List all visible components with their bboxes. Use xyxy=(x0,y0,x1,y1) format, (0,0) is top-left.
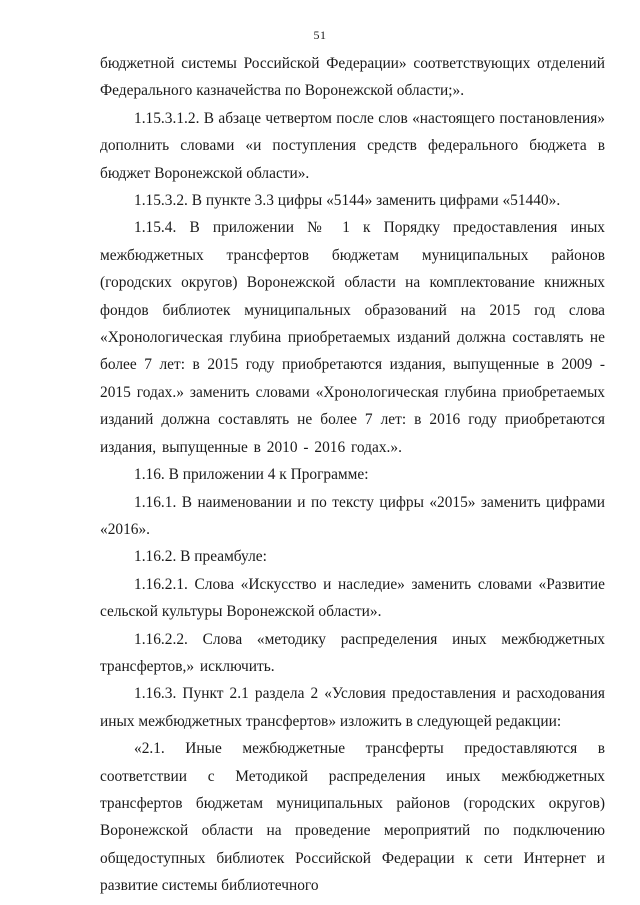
page-number: 51 xyxy=(313,28,327,42)
paragraph-1-15-3-2: 1.15.3.2. В пункте 3.3 цифры «5144» заменить цифрами «51440». xyxy=(134,192,561,210)
paragraph-1-16: 1.16. В приложении 4 к Программе: xyxy=(134,466,369,484)
paragraph-1-15-4: 1.15.4. В приложении № 1 к Порядку предоставления иных межбюджетных трансфертов бюджетам муниципальных районов (городских округов) Воронежской области на комплектование книжных фондов библиотек муниципальных образований на 2015 год слова «Хронологическая глубина приобретаемых изданий должна составлять не более 7 лет: в 2015 году приобретаются издания, выпущенные в 2009 - 2015 годах.» заменить словами «Хронологическая глубина приобретаемых изданий должна составлять не более 7 лет: в 2016 году приобретаются издания, выпущенные в 2010 - 2016 годах.». xyxy=(100,219,605,456)
paragraph-2-1-quote: «2.1. Иные межбюджетные трансферты предоставляются в соответствии с Методикой распределения иных межбюджетных трансфертов бюджетам муниципальных районов (городских округов) Воронежской области на проведение мероприятий по подключению общедоступных библиотек Российской Федерации к сети Интернет и развитие системы библиотечного xyxy=(100,740,605,895)
paragraph-1-16-3: 1.16.3. Пункт 2.1 раздела 2 «Условия предоставления и расходования иных межбюджетных трансфертов» изложить в следующей редакции: xyxy=(100,685,605,730)
paragraph-1-16-2-2: 1.16.2.2. Слова «методику распределения иных межбюджетных трансфертов,» исключить. xyxy=(100,630,605,675)
paragraph-continuation: бюджетной системы Российской Федерации» соответствующих отделений Федерального казначейства по Воронежской области;». xyxy=(100,55,605,100)
paragraph-1-16-2: 1.16.2. В преамбуле: xyxy=(134,548,267,566)
document-body xyxy=(100,50,605,900)
paragraph-1-16-2-1: 1.16.2.1. Слова «Искусство и наследие» заменить словами «Развитие сельской культуры Воронежской области». xyxy=(100,575,605,621)
paragraph-1-15-3-1-2: 1.15.3.1.2. В абзаце четвертом после слов «настоящего постановления» дополнить словами «и поступления средств федерального бюджета в бюджет Воронежской области». xyxy=(100,109,605,182)
paragraph-1-16-1: 1.16.1. В наименовании и по тексту цифры «2015» заменить цифрами «2016». xyxy=(100,493,605,538)
